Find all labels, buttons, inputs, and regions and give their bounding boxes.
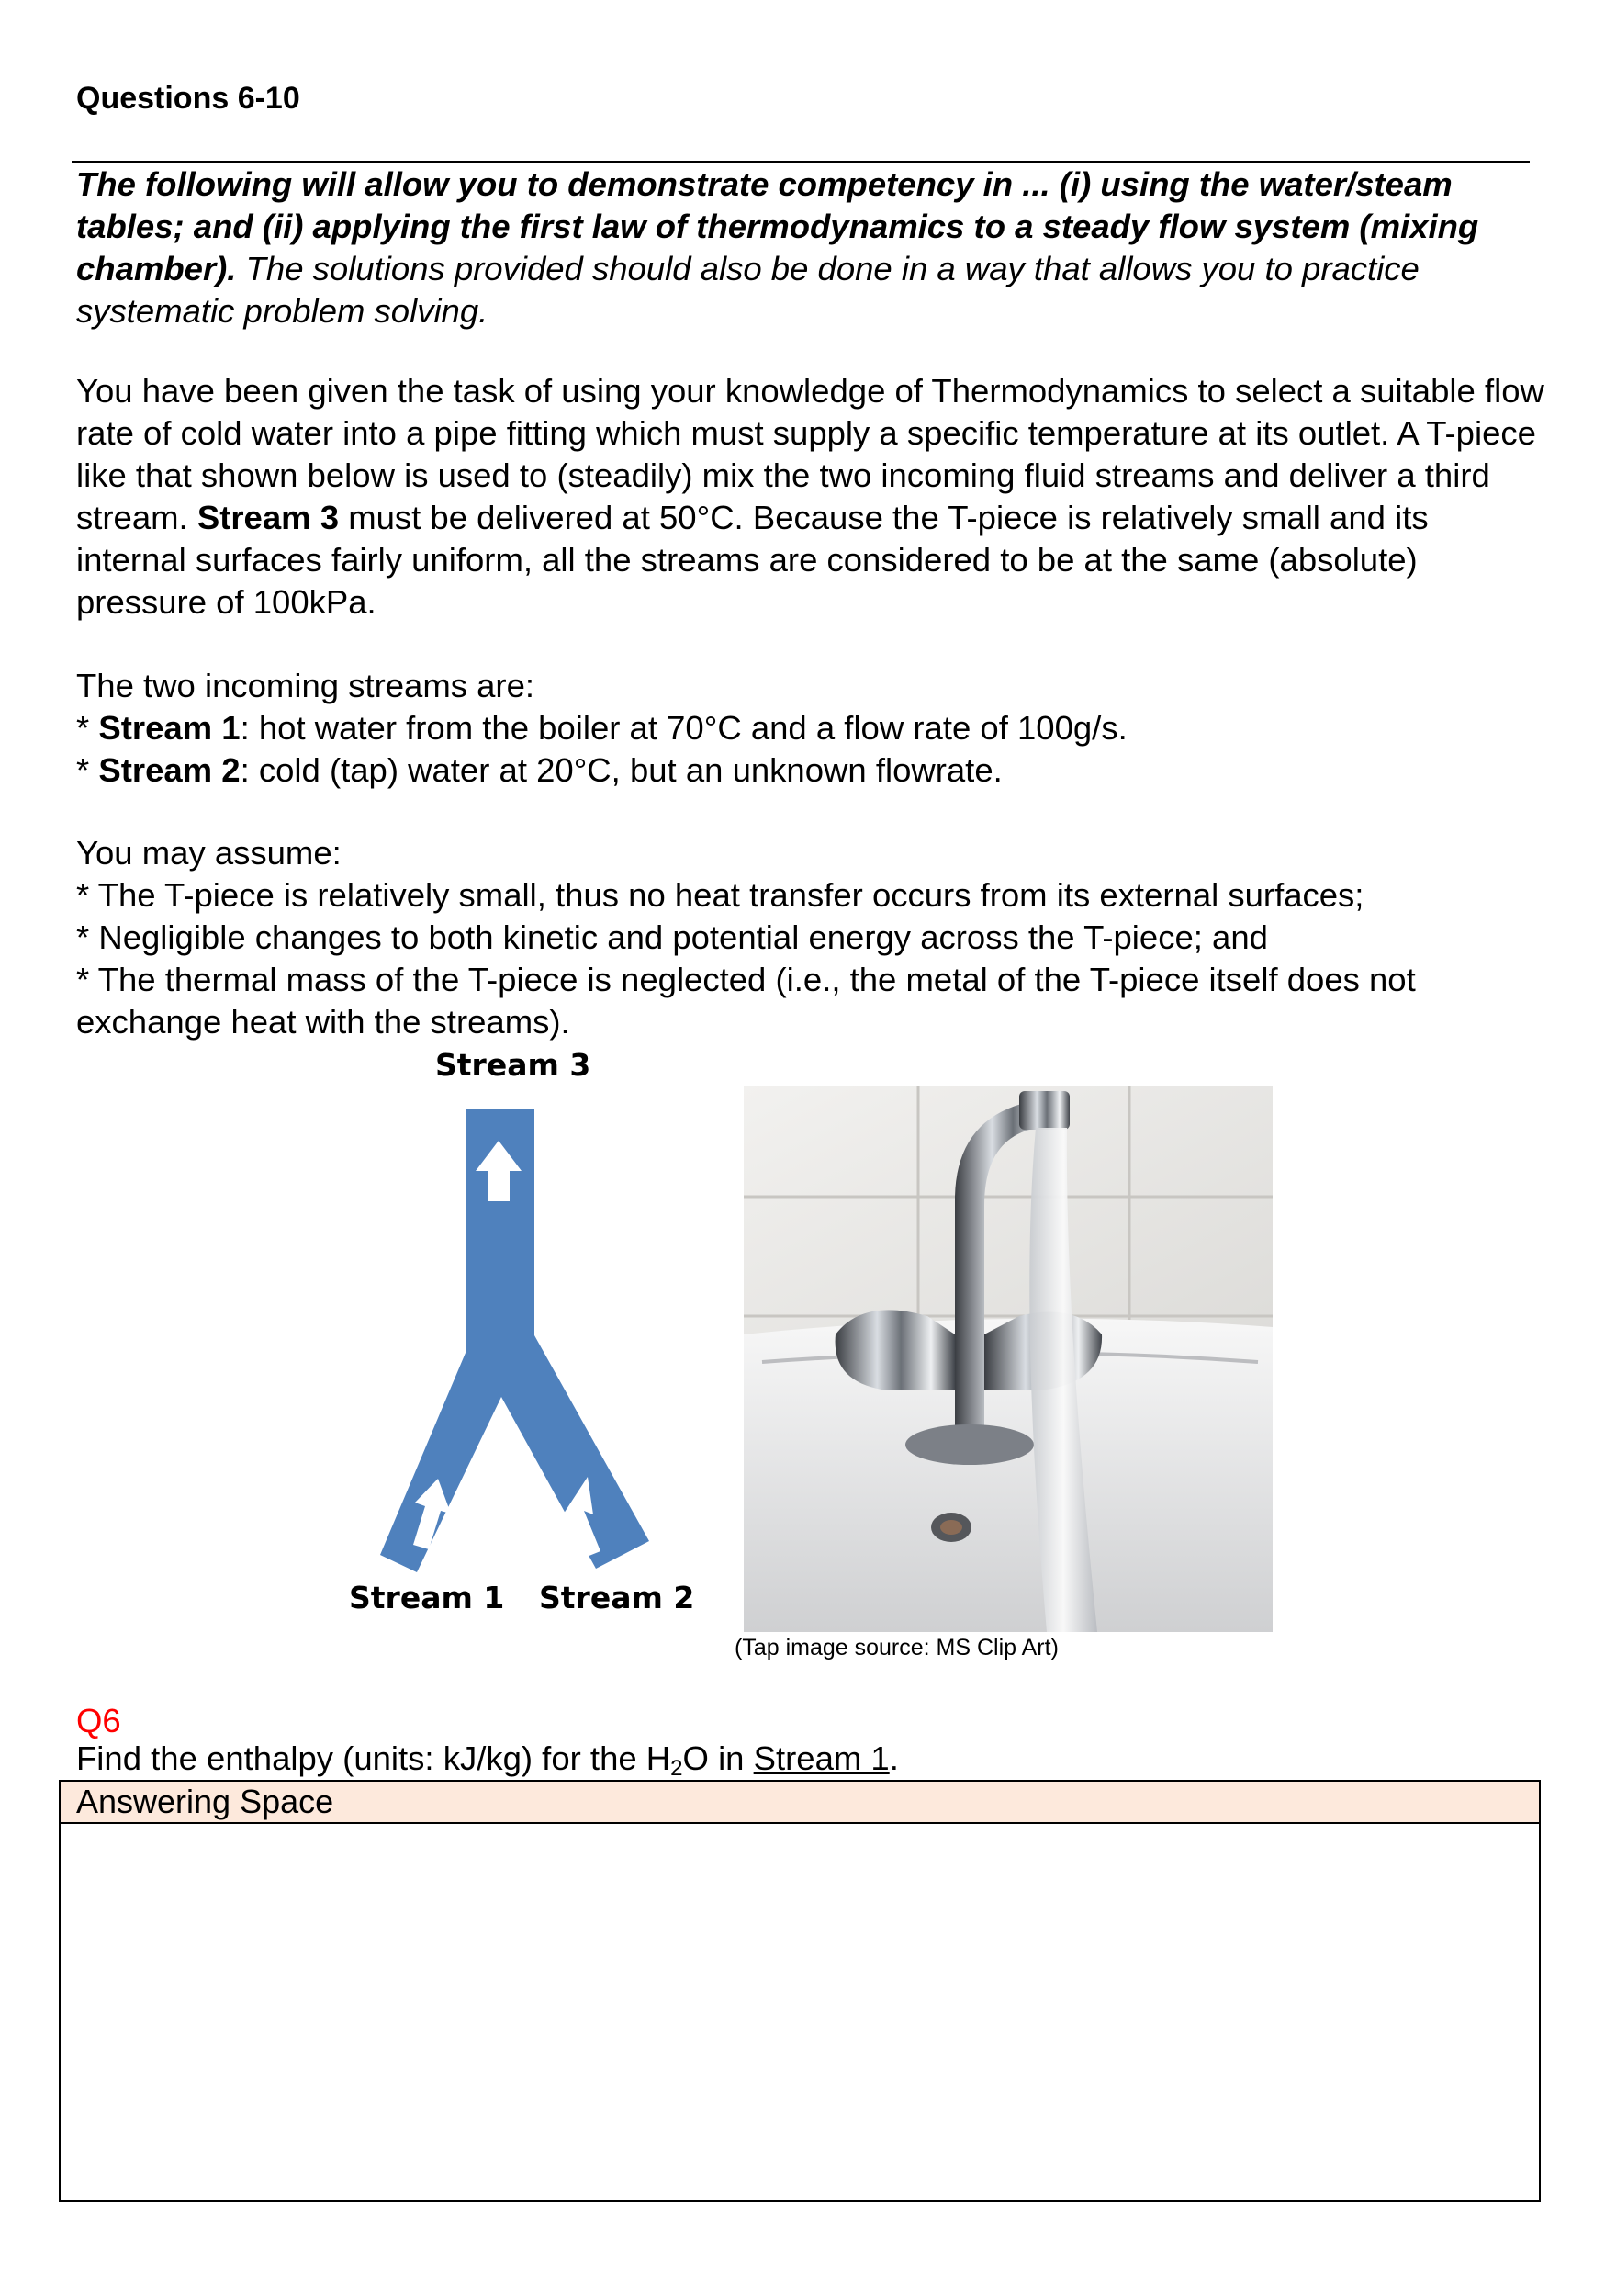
streams-intro: The two incoming streams are: <box>76 667 535 704</box>
task-text-1: You have been given the task of using your knowledge of Thermodynamics to select a suitable flow rate of cold water into a pipe fitting which must supply a specific temperature at its outlet. A T-piece like that shown below is used to (steadily) mix the two incoming fluid streams and deliver a third stream. <box>76 372 1544 536</box>
assumption-item: * The T-piece is relatively small, thus no heat transfer occurs from its external surfaces; <box>76 876 1364 914</box>
question-subscript: 2 <box>670 1756 683 1781</box>
question-text-mid: O in <box>682 1739 754 1777</box>
tap-illustration <box>744 1086 1273 1632</box>
incoming-streams <box>76 665 1545 792</box>
image-caption: (Tap image source: MS Clip Art) <box>735 1635 1059 1660</box>
t-piece-shape <box>349 1047 698 1635</box>
assumption-item: * The thermal mass of the T-piece is neglected (i.e., the metal of the T-piece itself does not exchange heat with the streams). <box>76 961 1416 1041</box>
stream3-label: Stream 3 <box>435 1047 591 1083</box>
question-text-post: . <box>889 1739 899 1777</box>
stream2-name: Stream 2 <box>98 751 241 789</box>
assumptions-intro: You may assume: <box>76 834 342 872</box>
stream2-label: Stream 2 <box>539 1580 695 1615</box>
assumption-item: * Negligible changes to both kinetic and potential energy across the T-piece; and <box>76 918 1268 956</box>
stream2-text: : cold (tap) water at 20°C, but an unknown flowrate. <box>240 751 1003 789</box>
stream1-text: : hot water from the boiler at 70°C and a flow rate of 100g/s. <box>240 709 1128 747</box>
task-paragraph <box>76 370 1545 624</box>
intro-paragraph <box>76 163 1545 332</box>
stream1-item: * Stream 1: hot water from the boiler at 70°C and a flow rate of 100g/s. <box>76 709 1128 747</box>
t-piece-diagram <box>349 1047 698 1635</box>
task-text-2: must be delivered at 50°C. Because the T-piece is relatively small and its internal surfaces fairly uniform, all the streams are considered to be at the same (absolute) pressure of 100kPa. <box>76 499 1429 621</box>
stream2-item: * Stream 2: cold (tap) water at 20°C, but an unknown flowrate. <box>76 751 1003 789</box>
question-text-pre: Find the enthalpy (units: kJ/kg) for the H <box>76 1739 671 1777</box>
answer-header <box>61 1782 1539 1824</box>
tap-image <box>744 1086 1273 1632</box>
stream1-name: Stream 1 <box>98 709 241 747</box>
question-stream-ref: Stream 1 <box>753 1739 890 1777</box>
section-heading: Questions 6-10 <box>76 81 300 116</box>
assumptions <box>76 832 1545 1043</box>
question-label: Q6 <box>76 1702 121 1739</box>
intro-note: The solutions provided should also be done in a way that allows you to practice systematic problem solving. <box>76 250 1420 330</box>
answer-header-label: Answering Space <box>76 1783 334 1820</box>
stream1-label: Stream 1 <box>349 1580 505 1615</box>
answer-box[interactable] <box>59 1780 1541 2202</box>
task-stream3: Stream 3 <box>196 499 340 536</box>
heading-divider <box>72 161 1530 163</box>
intro-objectives: The following will allow you to demonstrate competency in ... (i) using the water/steam tables; and (ii) applying the first law of thermodynamics to a steady flow system (mixing chamber). <box>76 165 1479 287</box>
question-text <box>76 1739 899 1782</box>
